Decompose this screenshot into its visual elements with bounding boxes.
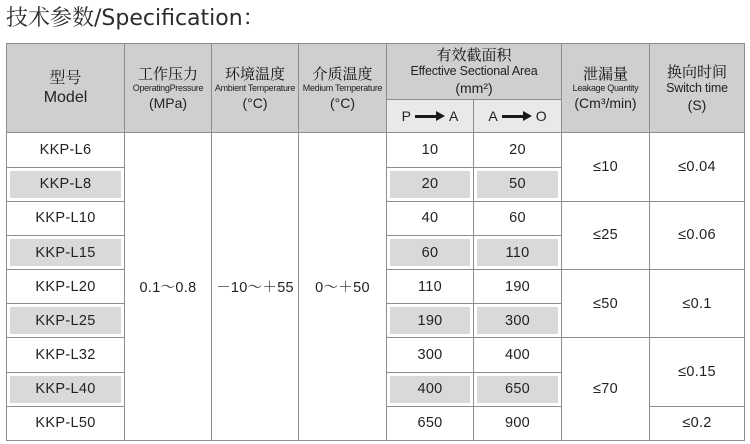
area-ao-cell-text: 60	[509, 210, 526, 227]
header-ambient	[212, 44, 299, 133]
header-ambient-unit: (°C)	[242, 94, 268, 111]
leakage-cell-text: ≤50	[593, 295, 618, 312]
flow-from-p: P	[401, 108, 411, 125]
area-ao-cell	[474, 133, 562, 167]
model-cell	[7, 133, 125, 167]
model-cell	[7, 201, 125, 235]
switch-cell	[650, 270, 745, 338]
model-cell-text: KKP-L25	[35, 312, 96, 329]
header-switch-en: Switch time	[666, 80, 728, 95]
header-pressure-en: OperatingPressure	[132, 82, 204, 93]
table-row	[7, 133, 745, 167]
model-cell-text: KKP-L40	[35, 381, 96, 398]
table-body	[7, 133, 745, 441]
model-cell	[7, 270, 125, 304]
model-cell	[7, 338, 125, 372]
model-cell-text: KKP-L10	[35, 210, 96, 227]
medium-cell	[299, 133, 387, 441]
header-model	[7, 44, 125, 133]
medium-cell-text: 0～＋50	[315, 280, 370, 297]
leakage-cell	[562, 133, 650, 201]
area-ao-cell-text: 190	[504, 278, 531, 295]
switch-cell-text: ≤0.1	[682, 295, 712, 312]
switch-cell	[650, 406, 745, 440]
model-cell-text: KKP-L32	[35, 347, 96, 364]
header-switch	[650, 44, 745, 133]
area-pa-cell-text: 650	[417, 415, 443, 432]
model-cell	[7, 406, 125, 440]
area-pa-cell	[387, 201, 474, 235]
area-ao-cell	[474, 167, 562, 201]
leakage-cell-text: ≤70	[593, 381, 618, 398]
model-cell-text: KKP-L6	[39, 142, 92, 159]
header-leakage-cn: 泄漏量	[582, 64, 628, 83]
area-ao-cell-text: 110	[505, 244, 530, 261]
header-pressure-cn: 工作压力	[137, 64, 198, 83]
header-switch-cn: 换向时间	[666, 62, 727, 81]
area-ao-cell	[474, 304, 562, 338]
flow-to-a: A	[449, 108, 459, 125]
header-medium-en: Medium Temperature	[302, 82, 383, 93]
header-ambient-cn: 环境温度	[224, 64, 285, 83]
area-pa-cell	[387, 167, 474, 201]
model-cell-text: KKP-L20	[35, 278, 96, 295]
area-pa-cell	[387, 235, 474, 269]
leakage-cell	[562, 201, 650, 269]
area-pa-cell-text: 40	[421, 210, 439, 227]
header-pressure	[125, 44, 212, 133]
model-cell	[7, 304, 125, 338]
subheader-ao	[474, 100, 562, 133]
area-ao-cell-text: 400	[504, 347, 531, 364]
header-model-en: Model	[43, 89, 88, 107]
header-leakage-en: Leakage Quantity	[572, 82, 639, 93]
leakage-cell-text: ≤25	[593, 227, 618, 244]
switch-cell	[650, 201, 745, 269]
area-ao-cell-text: 20	[509, 142, 526, 159]
specification-table	[6, 43, 745, 441]
model-cell-text: KKP-L50	[35, 415, 96, 432]
header-area-unit: (mm²)	[455, 80, 493, 97]
area-pa-cell-text: 60	[421, 244, 439, 261]
area-pa-cell	[387, 133, 474, 167]
area-ao-cell-text: 50	[509, 176, 526, 193]
area-ao-cell-text: 300	[504, 312, 531, 329]
header-model-cn: 型号	[49, 68, 82, 88]
area-ao-cell	[474, 372, 562, 406]
leakage-cell	[562, 270, 650, 338]
flow-to-o: O	[535, 108, 547, 125]
area-pa-cell-text: 10	[421, 142, 439, 159]
header-switch-unit: (S)	[687, 96, 707, 113]
right-arrow-icon	[502, 111, 532, 121]
area-pa-cell-text: 400	[417, 381, 443, 398]
header-medium-cn: 介质温度	[312, 64, 373, 83]
area-pa-cell-text: 110	[417, 278, 443, 295]
switch-cell-text: ≤0.06	[678, 227, 716, 244]
model-cell	[7, 167, 125, 201]
area-ao-cell	[474, 406, 562, 440]
header-pressure-unit: (MPa)	[148, 94, 188, 111]
area-pa-cell	[387, 338, 474, 372]
switch-cell	[650, 133, 745, 201]
area-ao-cell-text: 650	[504, 381, 531, 398]
header-medium	[299, 44, 387, 133]
header-area-en: Effective Sectional Area	[410, 64, 538, 79]
area-pa-cell	[387, 270, 474, 304]
header-medium-unit: (°C)	[329, 94, 356, 111]
model-cell	[7, 372, 125, 406]
switch-cell	[650, 338, 745, 406]
area-pa-cell	[387, 406, 474, 440]
header-row	[7, 44, 745, 100]
header-area	[387, 44, 562, 100]
area-ao-cell	[474, 270, 562, 304]
area-pa-cell-text: 190	[417, 312, 443, 329]
header-leakage	[562, 44, 650, 133]
model-cell	[7, 235, 125, 269]
header-area-cn: 有效截面积	[436, 46, 512, 65]
ambient-cell	[212, 133, 299, 441]
pressure-cell	[125, 133, 212, 441]
pressure-cell-text: 0.1～0.8	[139, 280, 197, 297]
area-pa-cell	[387, 372, 474, 406]
area-ao-cell	[474, 235, 562, 269]
flow-from-a: A	[488, 108, 498, 125]
header-leakage-unit: (Cm³/min)	[574, 94, 637, 111]
right-arrow-icon	[415, 111, 445, 121]
area-ao-cell	[474, 338, 562, 372]
subheader-pa	[387, 100, 474, 133]
switch-cell-text: ≤0.15	[678, 364, 716, 381]
leakage-cell-text: ≤10	[593, 159, 618, 176]
ambient-cell-text: －10～＋55	[216, 280, 294, 297]
switch-cell-text: ≤0.04	[678, 159, 716, 176]
model-cell-text: KKP-L8	[39, 176, 92, 193]
page-title: 技术参数/Specification：	[6, 6, 265, 31]
area-pa-cell-text: 20	[421, 176, 439, 193]
area-pa-cell-text: 300	[417, 347, 443, 364]
header-ambient-en: Ambient Temperature	[214, 82, 296, 93]
model-cell-text: KKP-L15	[35, 244, 96, 261]
area-pa-cell	[387, 304, 474, 338]
area-ao-cell-text: 900	[504, 415, 531, 432]
area-ao-cell	[474, 201, 562, 235]
leakage-cell	[562, 338, 650, 441]
switch-cell-text: ≤0.2	[682, 415, 712, 432]
